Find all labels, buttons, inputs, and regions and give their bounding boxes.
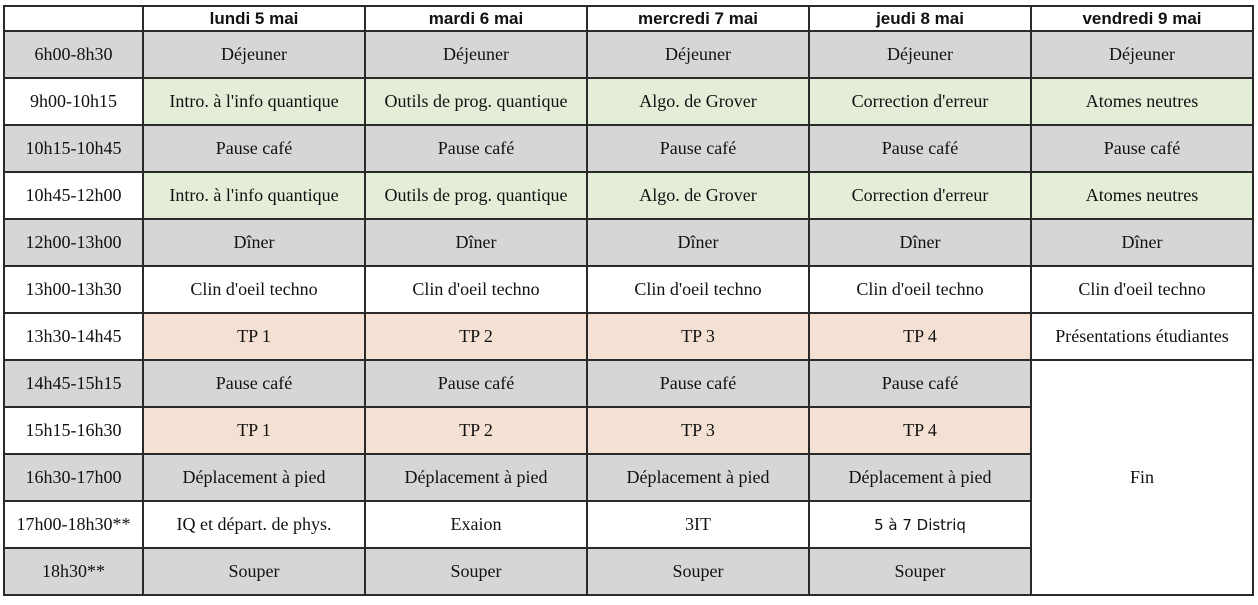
activity-cell: Déjeuner xyxy=(1031,31,1253,78)
activity-cell: Correction d'erreur xyxy=(809,172,1031,219)
table-row xyxy=(4,31,1253,78)
table-row xyxy=(4,172,1253,219)
time-cell: 10h15-10h45 xyxy=(4,125,143,172)
table-row xyxy=(4,360,1253,407)
activity-cell: TP 4 xyxy=(809,407,1031,454)
day-header-thursday: jeudi 8 mai xyxy=(809,6,1031,31)
activity-cell: 3IT xyxy=(587,501,809,548)
activity-cell: Dîner xyxy=(1031,219,1253,266)
activity-cell: Souper xyxy=(365,548,587,595)
activity-cell: Pause café xyxy=(587,360,809,407)
time-cell: 12h00-13h00 xyxy=(4,219,143,266)
activity-cell: Déplacement à pied xyxy=(587,454,809,501)
time-cell: 13h00-13h30 xyxy=(4,266,143,313)
time-cell: 17h00-18h30** xyxy=(4,501,143,548)
activity-cell: Pause café xyxy=(143,360,365,407)
day-header-wednesday: mercredi 7 mai xyxy=(587,6,809,31)
activity-cell: IQ et départ. de phys. xyxy=(143,501,365,548)
activity-cell: Outils de prog. quantique xyxy=(365,172,587,219)
activity-cell: Clin d'oeil techno xyxy=(587,266,809,313)
activity-cell: Intro. à l'info quantique xyxy=(143,172,365,219)
activity-cell: Correction d'erreur xyxy=(809,78,1031,125)
activity-cell: Déjeuner xyxy=(365,31,587,78)
activity-cell: Algo. de Grover xyxy=(587,78,809,125)
table-row xyxy=(4,313,1253,360)
activity-cell: Pause café xyxy=(587,125,809,172)
activity-cell: Atomes neutres xyxy=(1031,78,1253,125)
activity-cell: Clin d'oeil techno xyxy=(809,266,1031,313)
activity-cell: Déjeuner xyxy=(143,31,365,78)
activity-cell: Souper xyxy=(587,548,809,595)
activity-cell: Outils de prog. quantique xyxy=(365,78,587,125)
activity-cell: Déplacement à pied xyxy=(143,454,365,501)
activity-cell: Clin d'oeil techno xyxy=(365,266,587,313)
activity-cell: Souper xyxy=(143,548,365,595)
activity-cell: Pause café xyxy=(1031,125,1253,172)
activity-cell: Clin d'oeil techno xyxy=(1031,266,1253,313)
header-row xyxy=(4,6,1253,31)
activity-cell: Dîner xyxy=(587,219,809,266)
day-header-monday: lundi 5 mai xyxy=(143,6,365,31)
activity-cell: Dîner xyxy=(365,219,587,266)
activity-cell: TP 3 xyxy=(587,407,809,454)
activity-cell: Algo. de Grover xyxy=(587,172,809,219)
activity-cell: Pause café xyxy=(365,360,587,407)
table-row xyxy=(4,266,1253,313)
activity-cell: TP 1 xyxy=(143,407,365,454)
day-header-tuesday: mardi 6 mai xyxy=(365,6,587,31)
activity-cell: 5 à 7 Distriq xyxy=(809,501,1031,548)
activity-cell: Dîner xyxy=(143,219,365,266)
activity-cell: Présentations étudiantes xyxy=(1031,313,1253,360)
activity-cell: Clin d'oeil techno xyxy=(143,266,365,313)
activity-cell: Souper xyxy=(809,548,1031,595)
activity-cell: Déjeuner xyxy=(809,31,1031,78)
time-cell: 15h15-16h30 xyxy=(4,407,143,454)
time-cell: 6h00-8h30 xyxy=(4,31,143,78)
activity-cell: TP 2 xyxy=(365,407,587,454)
activity-cell: Atomes neutres xyxy=(1031,172,1253,219)
time-cell: 18h30** xyxy=(4,548,143,595)
corner-cell xyxy=(4,6,143,31)
day-header-friday: vendredi 9 mai xyxy=(1031,6,1253,31)
time-cell: 16h30-17h00 xyxy=(4,454,143,501)
activity-cell: Pause café xyxy=(809,360,1031,407)
table-row xyxy=(4,125,1253,172)
activity-cell: Pause café xyxy=(143,125,365,172)
activity-cell: Déplacement à pied xyxy=(365,454,587,501)
activity-cell: Dîner xyxy=(809,219,1031,266)
table-row xyxy=(4,78,1253,125)
activity-cell: Pause café xyxy=(809,125,1031,172)
time-cell: 9h00-10h15 xyxy=(4,78,143,125)
activity-cell: TP 4 xyxy=(809,313,1031,360)
table-row xyxy=(4,219,1253,266)
activity-cell: Exaion xyxy=(365,501,587,548)
friday-end-cell: Fin xyxy=(1031,360,1253,595)
schedule-table xyxy=(3,5,1254,596)
activity-cell: TP 2 xyxy=(365,313,587,360)
activity-cell: Déjeuner xyxy=(587,31,809,78)
activity-cell: Pause café xyxy=(365,125,587,172)
time-cell: 14h45-15h15 xyxy=(4,360,143,407)
activity-cell: TP 1 xyxy=(143,313,365,360)
time-cell: 13h30-14h45 xyxy=(4,313,143,360)
activity-cell: Intro. à l'info quantique xyxy=(143,78,365,125)
activity-cell: TP 3 xyxy=(587,313,809,360)
activity-cell: Déplacement à pied xyxy=(809,454,1031,501)
time-cell: 10h45-12h00 xyxy=(4,172,143,219)
